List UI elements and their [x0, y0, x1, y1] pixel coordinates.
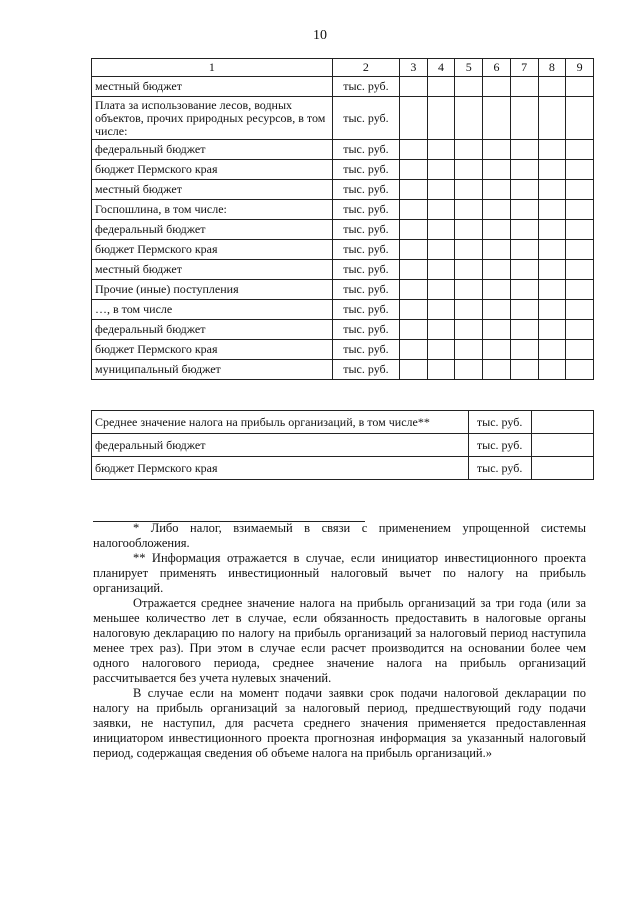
- row-unit: тыс. руб.: [332, 300, 399, 320]
- value-cell: [510, 200, 538, 220]
- value-cell: [566, 360, 594, 380]
- value-cell: [538, 320, 566, 340]
- value-cell: [538, 140, 566, 160]
- value-cell: [538, 360, 566, 380]
- row-label: бюджет Пермского края: [92, 340, 333, 360]
- value-cell: [566, 160, 594, 180]
- table-row: [92, 220, 594, 240]
- value-cell: [400, 300, 428, 320]
- value-cell: [427, 140, 455, 160]
- table-row: [92, 411, 594, 434]
- value-cell: [400, 77, 428, 97]
- budget-revenue-table: [91, 58, 594, 380]
- table-row: [92, 97, 594, 140]
- value-cell: [566, 240, 594, 260]
- value-cell: [566, 140, 594, 160]
- value-cell: [538, 220, 566, 240]
- row-unit: тыс. руб.: [332, 260, 399, 280]
- row-label: бюджет Пермского края: [92, 160, 333, 180]
- row-unit: тыс. руб.: [332, 97, 399, 140]
- row-label: Плата за использование лесов, водных объектов, прочих природных ресурсов, в том числе:: [92, 97, 333, 140]
- row-unit: тыс. руб.: [332, 180, 399, 200]
- value-cell: [510, 97, 538, 140]
- value-cell: [455, 97, 483, 140]
- value-cell: [400, 340, 428, 360]
- value-cell: [483, 180, 511, 200]
- table-row: [92, 434, 594, 457]
- row-label: муниципальный бюджет: [92, 360, 333, 380]
- row-label: местный бюджет: [92, 77, 333, 97]
- row-unit: тыс. руб.: [332, 320, 399, 340]
- value-cell: [400, 180, 428, 200]
- value-cell: [455, 77, 483, 97]
- value-cell: [510, 300, 538, 320]
- value-cell: [510, 240, 538, 260]
- row-unit: тыс. руб.: [332, 160, 399, 180]
- value-cell: [566, 260, 594, 280]
- value-cell: [538, 340, 566, 360]
- value-cell: [427, 160, 455, 180]
- value-cell: [427, 220, 455, 240]
- header-cell: 8: [538, 59, 566, 77]
- table-row: [92, 200, 594, 220]
- value-cell: [400, 200, 428, 220]
- row-label: Прочие (иные) поступления: [92, 280, 333, 300]
- value-cell: [531, 457, 593, 480]
- value-cell: [538, 180, 566, 200]
- footnote-4: В случае если на момент подачи заявки срок подачи налоговой декларации по налогу на прибыль организаций за налоговый период, предшествующий году подачи заявки, не наступил, для расчета среднего значения применяется предоставленная инициатором инвестиционного проекта прогнозная информация за указанный налоговый период, содержащая сведения об объеме налога на прибыль организаций.»: [93, 686, 586, 760]
- value-cell: [510, 320, 538, 340]
- value-cell: [400, 140, 428, 160]
- value-cell: [455, 220, 483, 240]
- value-cell: [400, 320, 428, 340]
- header-cell: 1: [92, 59, 333, 77]
- value-cell: [455, 360, 483, 380]
- value-cell: [483, 240, 511, 260]
- row-label: …, в том числе: [92, 300, 333, 320]
- value-cell: [538, 300, 566, 320]
- value-cell: [566, 200, 594, 220]
- value-cell: [483, 220, 511, 240]
- value-cell: [483, 320, 511, 340]
- value-cell: [427, 77, 455, 97]
- value-cell: [400, 97, 428, 140]
- profit-tax-table: [91, 410, 594, 480]
- value-cell: [538, 200, 566, 220]
- value-cell: [538, 77, 566, 97]
- value-cell: [566, 340, 594, 360]
- table-header-row: [92, 59, 594, 77]
- table-row: [92, 240, 594, 260]
- row-label: местный бюджет: [92, 180, 333, 200]
- row-unit: тыс. руб.: [332, 360, 399, 380]
- row-unit: тыс. руб.: [332, 240, 399, 260]
- value-cell: [566, 300, 594, 320]
- footnote-1: * Либо налог, взимаемый в связи с применением упрощенной системы налогообложения.: [93, 521, 586, 550]
- header-cell: 6: [483, 59, 511, 77]
- row-unit: тыс. руб.: [332, 140, 399, 160]
- header-cell: 7: [510, 59, 538, 77]
- value-cell: [400, 360, 428, 380]
- table-row: [92, 457, 594, 480]
- table-row: [92, 360, 594, 380]
- table-row: [92, 77, 594, 97]
- row-label: федеральный бюджет: [92, 220, 333, 240]
- value-cell: [510, 160, 538, 180]
- value-cell: [483, 360, 511, 380]
- row-label: федеральный бюджет: [92, 140, 333, 160]
- footnote-2: ** Информация отражается в случае, если инициатор инвестиционного проекта планирует применять инвестиционный налоговый вычет по налогу на прибыль организаций.: [93, 551, 586, 595]
- value-cell: [400, 280, 428, 300]
- value-cell: [483, 77, 511, 97]
- value-cell: [510, 220, 538, 240]
- row-label: местный бюджет: [92, 260, 333, 280]
- value-cell: [538, 97, 566, 140]
- value-cell: [510, 280, 538, 300]
- value-cell: [510, 180, 538, 200]
- table-row: [92, 340, 594, 360]
- value-cell: [455, 160, 483, 180]
- value-cell: [566, 97, 594, 140]
- header-cell: 9: [566, 59, 594, 77]
- value-cell: [510, 77, 538, 97]
- value-cell: [510, 360, 538, 380]
- value-cell: [483, 260, 511, 280]
- footnotes: [93, 521, 586, 761]
- value-cell: [427, 340, 455, 360]
- value-cell: [400, 160, 428, 180]
- value-cell: [427, 97, 455, 140]
- value-cell: [531, 411, 593, 434]
- value-cell: [427, 280, 455, 300]
- value-cell: [483, 300, 511, 320]
- value-cell: [455, 280, 483, 300]
- row-unit: тыс. руб.: [332, 280, 399, 300]
- value-cell: [510, 340, 538, 360]
- value-cell: [400, 240, 428, 260]
- value-cell: [427, 200, 455, 220]
- value-cell: [566, 280, 594, 300]
- value-cell: [510, 140, 538, 160]
- header-cell: 5: [455, 59, 483, 77]
- row-label: Госпошлина, в том числе:: [92, 200, 333, 220]
- row-label: федеральный бюджет: [92, 434, 469, 457]
- row-label: бюджет Пермского края: [92, 457, 469, 480]
- table-row: [92, 300, 594, 320]
- value-cell: [510, 260, 538, 280]
- footnote-3: Отражается среднее значение налога на прибыль организаций за три года (или за меньшее количество лет в случае, если обязанность предоставить в налоговые органы налоговую декларацию по налогу на прибыль организаций за налоговый период наступила менее трех раз). При этом в случае если расчет производится на основании более чем одного налогового периода, среднее значение налога на прибыль организаций рассчитывается без учета нулевых значений.: [93, 596, 586, 685]
- value-cell: [566, 180, 594, 200]
- value-cell: [455, 200, 483, 220]
- value-cell: [566, 320, 594, 340]
- table-row: [92, 260, 594, 280]
- value-cell: [538, 280, 566, 300]
- value-cell: [483, 200, 511, 220]
- value-cell: [455, 140, 483, 160]
- value-cell: [538, 260, 566, 280]
- row-label: бюджет Пермского края: [92, 240, 333, 260]
- value-cell: [455, 300, 483, 320]
- value-cell: [400, 220, 428, 240]
- row-unit: тыс. руб.: [332, 200, 399, 220]
- row-unit: тыс. руб.: [468, 434, 531, 457]
- value-cell: [538, 160, 566, 180]
- value-cell: [427, 260, 455, 280]
- header-cell: 3: [400, 59, 428, 77]
- value-cell: [455, 180, 483, 200]
- value-cell: [455, 240, 483, 260]
- page-number: 10: [313, 28, 327, 43]
- row-unit: тыс. руб.: [468, 457, 531, 480]
- header-cell: 4: [427, 59, 455, 77]
- value-cell: [531, 434, 593, 457]
- row-unit: тыс. руб.: [332, 77, 399, 97]
- value-cell: [427, 180, 455, 200]
- value-cell: [566, 220, 594, 240]
- header-cell: 2: [332, 59, 399, 77]
- table-row: [92, 280, 594, 300]
- value-cell: [455, 340, 483, 360]
- value-cell: [483, 97, 511, 140]
- row-unit: тыс. руб.: [332, 220, 399, 240]
- value-cell: [483, 140, 511, 160]
- value-cell: [483, 340, 511, 360]
- value-cell: [427, 300, 455, 320]
- row-unit: тыс. руб.: [332, 340, 399, 360]
- value-cell: [427, 240, 455, 260]
- table-row: [92, 180, 594, 200]
- row-label: Среднее значение налога на прибыль организаций, в том числе**: [92, 411, 469, 434]
- value-cell: [538, 240, 566, 260]
- value-cell: [400, 260, 428, 280]
- value-cell: [455, 260, 483, 280]
- value-cell: [483, 280, 511, 300]
- row-label: федеральный бюджет: [92, 320, 333, 340]
- table-row: [92, 160, 594, 180]
- row-unit: тыс. руб.: [468, 411, 531, 434]
- table-row: [92, 140, 594, 160]
- value-cell: [566, 77, 594, 97]
- table-row: [92, 320, 594, 340]
- value-cell: [427, 360, 455, 380]
- value-cell: [427, 320, 455, 340]
- value-cell: [483, 160, 511, 180]
- value-cell: [455, 320, 483, 340]
